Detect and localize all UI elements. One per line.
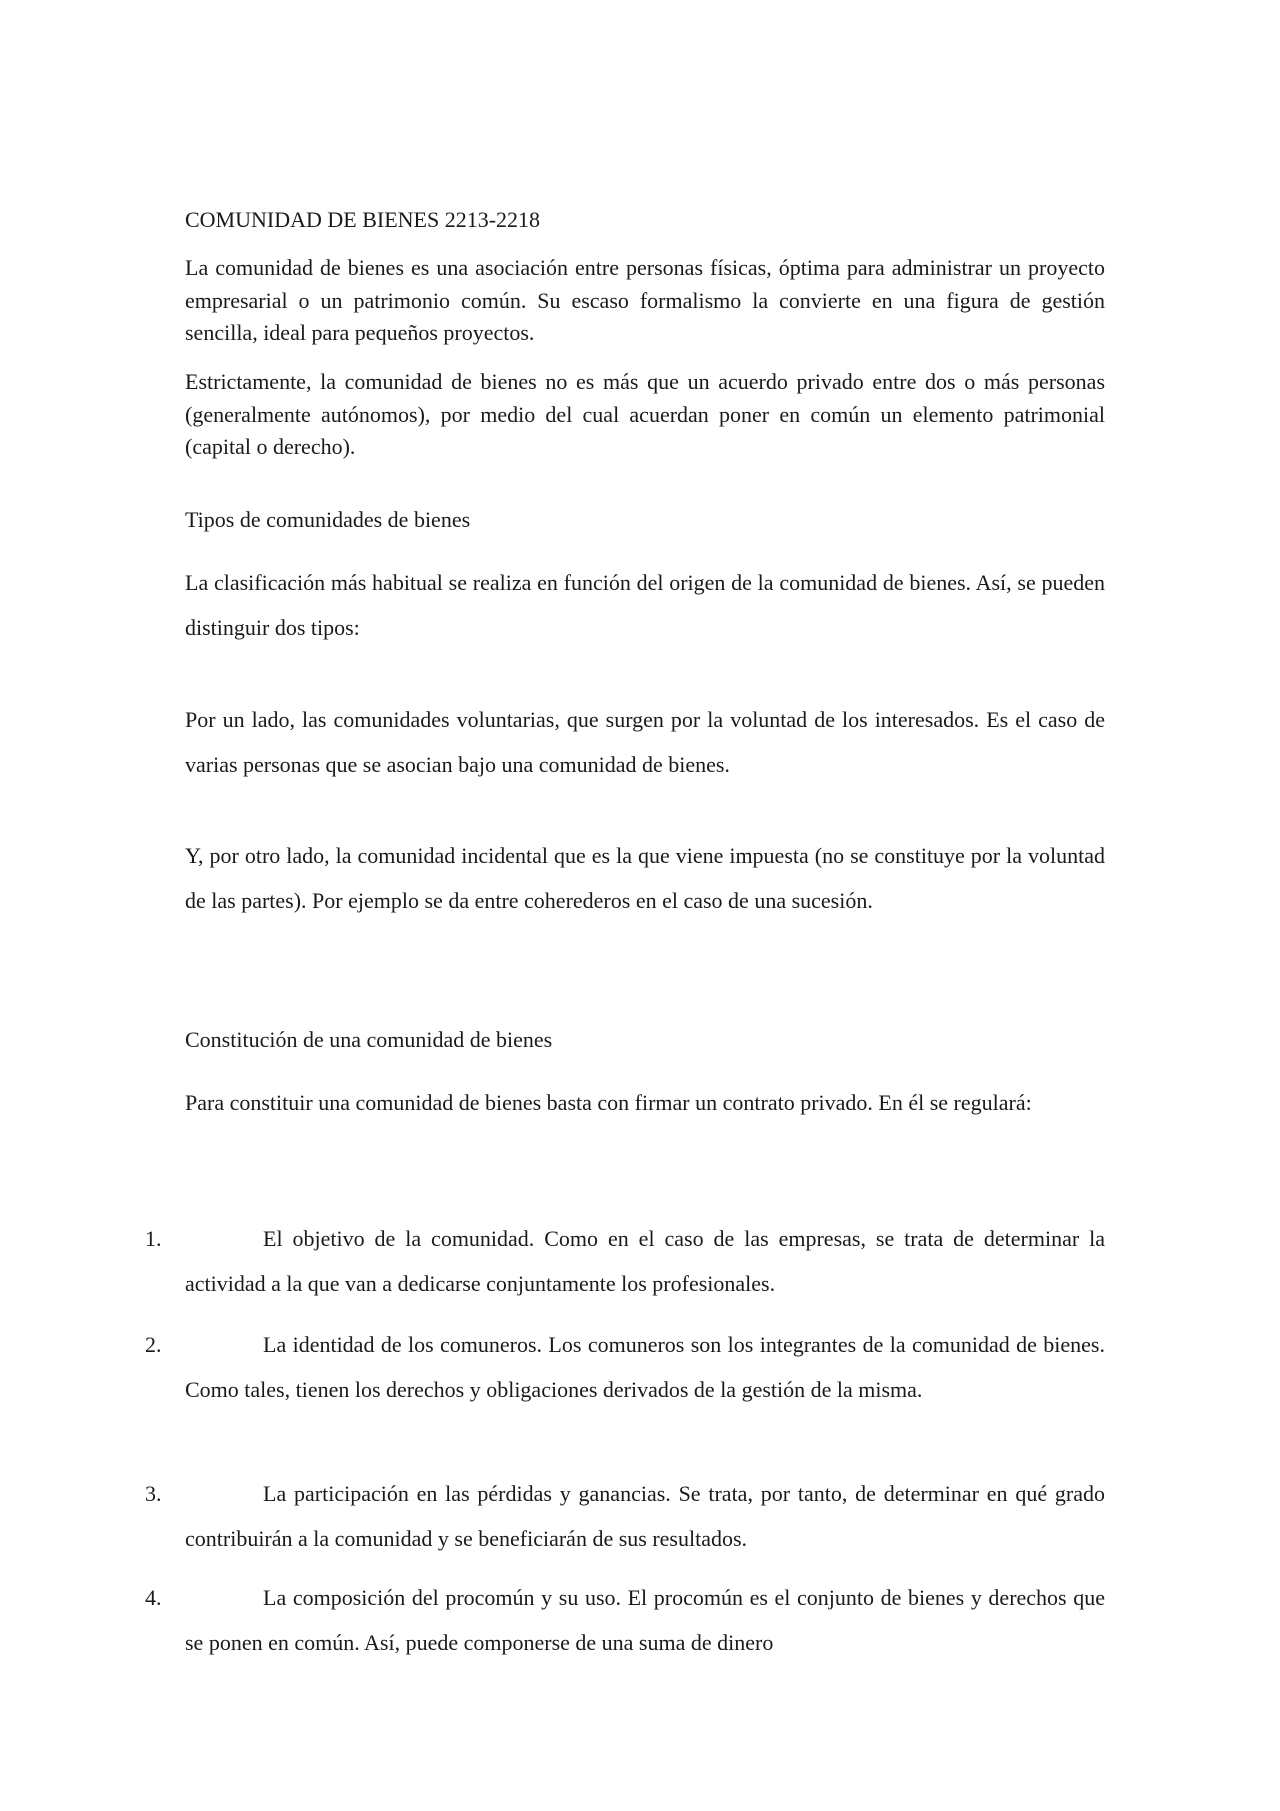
list-item bbox=[145, 1471, 1105, 1561]
list-item bbox=[145, 1216, 1105, 1306]
list-number: 1. bbox=[145, 1226, 162, 1251]
list-item bbox=[145, 1322, 1105, 1412]
document-title: COMUNIDAD DE BIENES 2213-2218 bbox=[185, 207, 541, 232]
paragraph-definition: Estrictamente, la comunidad de bienes no es más que un acuerdo privado entre dos o más personas (generalmente autónomos), por medio del cual acuerdan poner en común un elemento patrimonial (capital o derecho). bbox=[185, 369, 1105, 459]
paragraph-intro: La comunidad de bienes es una asociación entre personas físicas, óptima para administrar un proyecto empresarial o un patrimonio común. Su escaso formalismo la convierte en una figura de gestión sencilla, ideal para pequeños proyectos. bbox=[185, 255, 1105, 345]
list-item-text: El objetivo de la comunidad. Como en el caso de las empresas, se trata de determinar la actividad a la que van a dedicarse conjuntamente los profesionales. bbox=[185, 1226, 1105, 1296]
paragraph-voluntarias: Por un lado, las comunidades voluntarias, que surgen por la voluntad de los interesados. Es el caso de varias personas que se asocian bajo una comunidad de bienes. bbox=[185, 707, 1105, 777]
list-item bbox=[145, 1575, 1105, 1665]
list-item-text: La identidad de los comuneros. Los comuneros son los integrantes de la comunidad de bienes. Como tales, tienen los derechos y obligaciones derivados de la gestión de la misma. bbox=[185, 1332, 1105, 1402]
section-heading-tipos: Tipos de comunidades de bienes bbox=[185, 507, 471, 532]
paragraph-clasificacion: La clasificación más habitual se realiza en función del origen de la comunidad de bienes. Así, se pueden distinguir dos tipos: bbox=[185, 570, 1105, 640]
paragraph-contrato: Para constituir una comunidad de bienes basta con firmar un contrato privado. En él se regulará: bbox=[185, 1090, 1032, 1115]
list-number: 2. bbox=[145, 1332, 162, 1357]
list-number: 4. bbox=[145, 1585, 162, 1610]
paragraph-incidental: Y, por otro lado, la comunidad incidental que es la que viene impuesta (no se constituye por la voluntad de las partes). Por ejemplo se da entre coherederos en el caso de una sucesión. bbox=[185, 843, 1105, 913]
section-heading-constitucion: Constitución de una comunidad de bienes bbox=[185, 1027, 553, 1052]
list-number: 3. bbox=[145, 1481, 162, 1506]
list-item-text: La participación en las pérdidas y ganancias. Se trata, por tanto, de determinar en qué grado contribuirán a la comunidad y se beneficiarán de sus resultados. bbox=[185, 1481, 1105, 1551]
list-item-text: La composición del procomún y su uso. El procomún es el conjunto de bienes y derechos que se ponen en común. Así, puede componerse de una suma de dinero bbox=[185, 1585, 1105, 1655]
